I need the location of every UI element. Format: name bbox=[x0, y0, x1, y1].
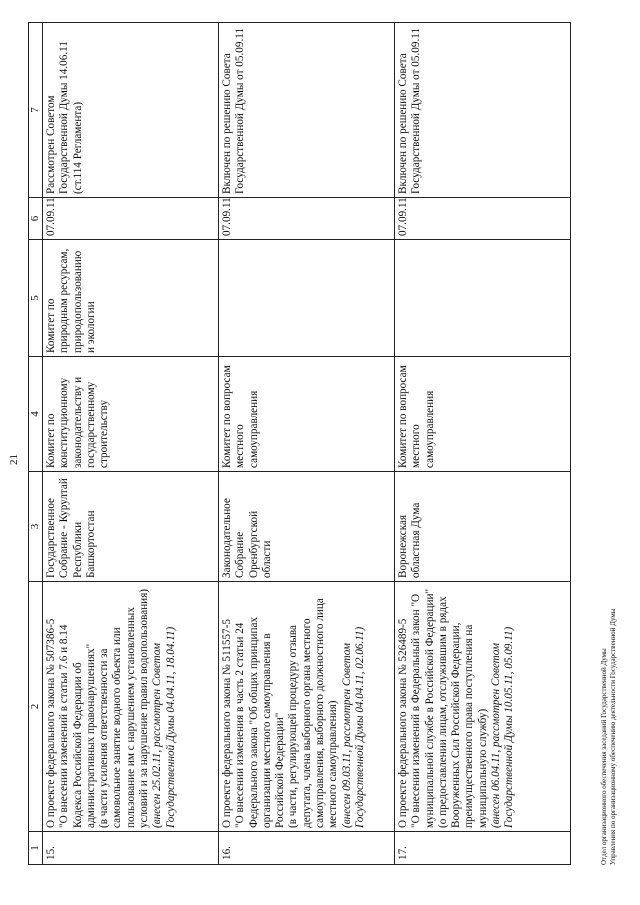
row-number: 15. bbox=[43, 832, 219, 865]
row-number: 17. bbox=[395, 832, 571, 865]
bill-author: Государственное Собрание - Курултай Республики Башкортостан bbox=[43, 472, 219, 582]
agenda-table bbox=[28, 22, 571, 865]
bill-author: Воронежская областная Дума bbox=[395, 472, 571, 582]
bill-subject: "О внесении изменений в Федеральный закон "О муниципальной службе в Российской Федерации" bbox=[410, 588, 436, 828]
review-date: 07.09.11 bbox=[219, 198, 395, 240]
bill-title: О проекте федерального закона № 511557-5 bbox=[221, 619, 233, 828]
co-committee bbox=[219, 240, 395, 357]
table-row bbox=[219, 23, 395, 865]
column-header: 4 bbox=[29, 357, 43, 472]
bill-subject: "О внесении изменения в часть 2 статьи 24 Федерального закона "Об общих принципах организации местного самоуправления в Российской Федерации" bbox=[234, 616, 287, 828]
footer-line: Управления по организационному обеспечению деятельности Государственной Думы bbox=[609, 608, 617, 865]
bill-title: О проекте федерального закона № 526489-5 bbox=[397, 618, 409, 828]
header-row bbox=[29, 23, 43, 865]
column-header: 2 bbox=[29, 582, 43, 832]
column-header: 1 bbox=[29, 832, 43, 865]
responsible-committee: Комитет по вопросам местного самоуправления bbox=[395, 357, 571, 472]
bill-history: (внесен 06.04.11, рассмотрен Советом Государственной Думы 10.05.11, 05.09.11) bbox=[490, 626, 516, 828]
footer bbox=[600, 609, 618, 865]
bill-history: (внесен 09.03.11, рассмотрен Советом Государственной Думы 04.04.11, 02.06.11) bbox=[340, 626, 366, 828]
decision-note: Рассмотрен Советом Государственной Думы 14.06.11 (ст.114 Регламента) bbox=[43, 23, 219, 198]
responsible-committee: Комитет по вопросам местного самоуправления bbox=[219, 357, 395, 472]
bill-description bbox=[43, 582, 219, 832]
co-committee: Комитет по природным ресурсам, природопользованию и экологии bbox=[43, 240, 219, 357]
column-header: 7 bbox=[29, 23, 43, 198]
bill-title: О проекте федерального закона № 507386-5 bbox=[45, 618, 57, 828]
responsible-committee: Комитет по конституционному законодательству и государственному строительству bbox=[43, 357, 219, 472]
bill-detail: (в части усиления ответственности за самовольное занятие водного объекта или пользование им с нарушением установленных условий и за нарушение правил водопользования) bbox=[98, 588, 151, 828]
decision-note: Включен по решению Совета Государственной Думы от 05.09.11 bbox=[219, 23, 395, 198]
bill-author: Законодательное Собрание Оренбургской области bbox=[219, 472, 395, 582]
co-committee bbox=[395, 240, 571, 357]
decision-note: Включен по решению Совета Государственной Думы от 05.09.11 bbox=[395, 23, 571, 198]
review-date: 07.09.11 bbox=[43, 198, 219, 240]
column-header: 3 bbox=[29, 472, 43, 582]
bill-description bbox=[219, 582, 395, 832]
bill-detail: (о предоставлении лицам, отслужившим в рядах Вооруженных Сил Российской Федерации, преимущественного права поступления на муниципальную службу) bbox=[436, 596, 489, 828]
review-date: 07.09.11 bbox=[395, 198, 571, 240]
column-header: 6 bbox=[29, 198, 43, 240]
bill-subject: "О внесении изменений в статьи 7.6 и 8.14 Кодекса Российской Федерации об административных правонарушениях" bbox=[58, 624, 97, 828]
page-number: 21 bbox=[8, 454, 20, 465]
bill-description bbox=[395, 582, 571, 832]
row-number: 16. bbox=[219, 832, 395, 865]
footer-line: Отдел организационного обеспечения заседаний Государственной Думы bbox=[600, 648, 608, 865]
table-row bbox=[43, 23, 219, 865]
table-row bbox=[395, 23, 571, 865]
column-header: 5 bbox=[29, 240, 43, 357]
bill-history: (внесен 25.02.11, рассмотрен Советом Государственной Думы 04.04.11, 18.04.11) bbox=[151, 626, 177, 828]
bill-detail: (в части, регулирующей процедуру отзыва депутата, члена выборного органа местного самоуправления, выборного должностного лица местного самоуправления) bbox=[287, 598, 340, 828]
